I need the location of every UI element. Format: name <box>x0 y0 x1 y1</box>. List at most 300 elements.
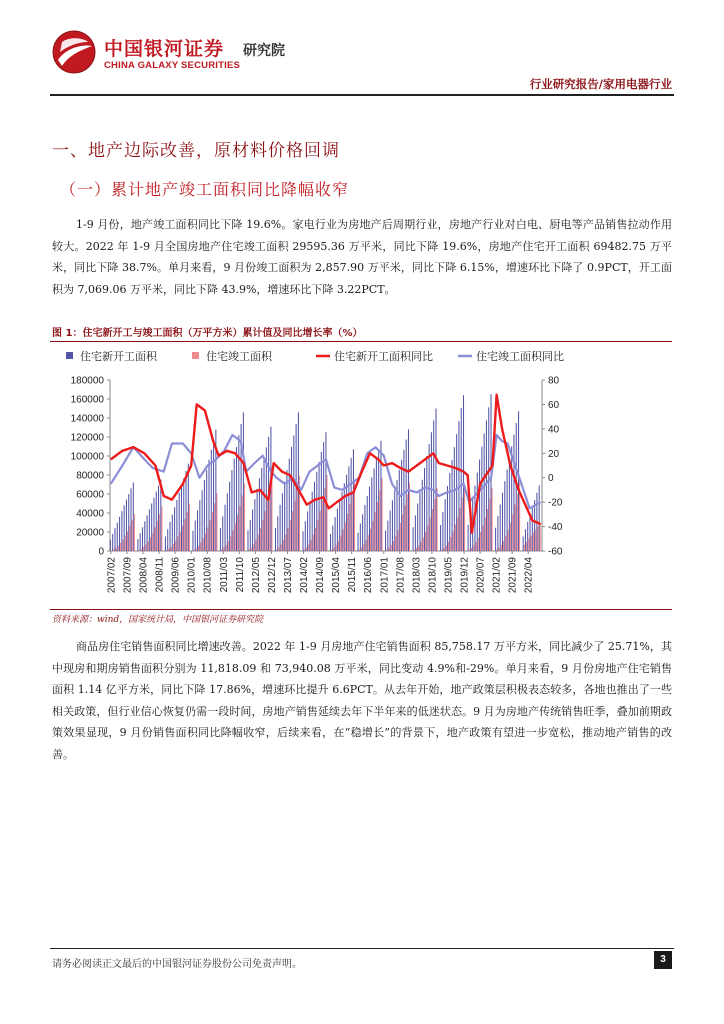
bar-completion <box>196 548 197 551</box>
x-tick-label: 2022/04 <box>523 557 535 594</box>
bar-completion <box>418 545 419 551</box>
bar-completion <box>476 542 477 551</box>
bar-completion <box>340 536 341 551</box>
bar-new-start <box>452 460 453 551</box>
x-tick-label: 2012/05 <box>250 557 262 594</box>
bar-new-start <box>341 492 342 551</box>
bar-completion <box>379 491 380 551</box>
bar-completion <box>489 499 490 551</box>
bar-new-start <box>169 522 170 551</box>
bar-new-start <box>374 468 375 551</box>
bar-new-start <box>344 483 345 551</box>
bar-new-start <box>468 525 469 551</box>
legend-label: 住宅竣工面积同比 <box>476 350 564 363</box>
bar-completion <box>317 520 318 551</box>
bar-new-start <box>495 528 496 551</box>
bar-completion <box>368 535 369 551</box>
bar-new-start <box>220 528 221 551</box>
bar-completion <box>239 506 240 551</box>
page-number: 3 <box>654 951 672 969</box>
bar-completion <box>248 550 249 551</box>
bar-new-start <box>302 531 303 551</box>
bar-new-start <box>360 523 361 551</box>
x-tick-label: 2015/04 <box>331 557 343 594</box>
bar-new-start <box>335 517 336 551</box>
bar-new-start <box>208 460 209 551</box>
bar-completion <box>425 532 426 551</box>
bar-completion <box>517 494 518 551</box>
bar-completion <box>175 541 176 551</box>
bar-completion <box>430 518 431 551</box>
bar-completion <box>473 545 474 551</box>
bar-completion <box>120 543 121 551</box>
x-tick-label: 2011/03 <box>218 557 230 593</box>
bar-completion <box>498 548 499 551</box>
bar-completion <box>187 512 188 551</box>
bar-completion <box>388 548 389 551</box>
x-tick-label: 2014/02 <box>299 557 311 594</box>
bar-completion <box>450 537 451 551</box>
bar-new-start <box>500 504 501 551</box>
bar-new-start <box>353 449 354 551</box>
x-tick-label: 2010/08 <box>202 557 214 594</box>
x-tick-label: 2021/09 <box>507 557 519 594</box>
bar-completion <box>168 549 169 551</box>
bar-completion <box>533 533 534 551</box>
bar-new-start <box>124 505 125 551</box>
bar-new-start <box>385 531 386 551</box>
bar-new-start <box>378 450 379 551</box>
bar-completion <box>478 537 479 551</box>
bar-new-start <box>231 470 232 551</box>
bar-new-start <box>367 496 368 551</box>
y-right-tick-label: 0 <box>548 473 554 485</box>
bar-new-start <box>307 511 308 551</box>
bar-new-start <box>419 492 420 551</box>
bar-new-start <box>507 470 508 551</box>
bar-new-start <box>447 486 448 551</box>
bar-completion <box>134 514 135 551</box>
bar-completion <box>414 550 415 551</box>
bar-new-start <box>339 500 340 551</box>
chart <box>52 344 672 606</box>
bar-completion <box>214 503 215 551</box>
x-tick-label: 2017/01 <box>379 557 391 594</box>
bar-completion <box>171 547 172 551</box>
bar-new-start <box>282 493 283 551</box>
legend-label: 住宅竣工面积 <box>206 350 272 363</box>
bar-completion <box>404 505 405 551</box>
bar-completion <box>251 547 252 551</box>
bar-completion <box>207 527 208 551</box>
bar-completion <box>315 528 316 551</box>
bar-completion <box>132 520 133 551</box>
bar-completion <box>359 550 360 551</box>
x-tick-label: 2017/08 <box>395 557 407 594</box>
x-tick-label: 2016/06 <box>363 557 375 594</box>
bar-new-start <box>413 527 414 551</box>
bar-completion <box>331 550 332 551</box>
bar-new-start <box>394 490 395 551</box>
bar-completion <box>508 530 509 551</box>
bar-new-start <box>392 500 393 551</box>
bar-completion <box>480 532 481 551</box>
bar-completion <box>501 545 502 551</box>
bar-completion <box>505 536 506 551</box>
bar-new-start <box>435 409 436 552</box>
x-tick-label: 2014/09 <box>315 557 327 594</box>
bar-new-start <box>440 525 441 551</box>
bar-completion <box>363 544 364 551</box>
bar-new-start <box>149 509 150 551</box>
bar-completion <box>375 512 376 551</box>
figure-top-rule <box>50 341 672 342</box>
bar-completion <box>292 511 293 551</box>
x-tick-label: 2011/10 <box>234 557 246 593</box>
x-tick-label: 2015/11 <box>347 557 359 593</box>
bar-new-start <box>174 507 175 551</box>
bar-new-start <box>126 500 127 551</box>
bar-new-start <box>280 505 281 551</box>
bar-completion <box>230 536 231 551</box>
bar-completion <box>469 550 470 551</box>
bar-completion <box>407 495 408 551</box>
bar-completion <box>285 535 286 551</box>
y-right-tick-label: 20 <box>548 448 560 460</box>
bar-completion <box>514 505 515 551</box>
bar-completion <box>150 537 151 551</box>
bar-completion <box>352 493 353 551</box>
bar-completion <box>420 542 421 551</box>
bar-new-start <box>236 447 237 551</box>
x-tick-label: 2012/12 <box>266 557 278 594</box>
bar-completion <box>333 548 334 551</box>
y-left-tick-label: 60000 <box>76 489 104 501</box>
bar-completion <box>349 504 350 551</box>
bar-completion <box>482 525 483 551</box>
bar-new-start <box>511 446 512 551</box>
bar-completion <box>200 543 201 551</box>
bar-completion <box>347 514 348 551</box>
bar-new-start <box>275 528 276 551</box>
bar-new-start <box>165 536 166 551</box>
bar-new-start <box>314 482 315 551</box>
bar-completion <box>116 548 117 551</box>
bar-completion <box>253 544 254 551</box>
bar-new-start <box>195 521 196 551</box>
bar-new-start <box>362 514 363 551</box>
bar-completion <box>154 527 155 551</box>
bar-completion <box>244 484 245 551</box>
bar-new-start <box>144 521 145 551</box>
bar-new-start <box>234 459 235 551</box>
bar-completion <box>145 544 146 551</box>
bar-new-start <box>442 512 443 551</box>
bar-completion <box>260 528 261 551</box>
bar-completion <box>365 540 366 551</box>
section-heading: 一、地产边际改善，原材料价格回调 <box>52 141 340 161</box>
bar-new-start <box>291 447 292 551</box>
x-tick-label: 2008/04 <box>138 557 150 594</box>
bar-new-start <box>523 536 524 551</box>
bar-new-start <box>188 464 189 551</box>
bar-new-start <box>117 523 118 552</box>
bar-new-start <box>263 458 264 551</box>
bar-completion <box>210 520 211 551</box>
bar-new-start <box>156 492 157 551</box>
bar-completion <box>267 501 268 551</box>
bar-new-start <box>305 521 306 551</box>
bar-completion <box>310 540 311 551</box>
bar-new-start <box>461 408 462 551</box>
bar-new-start <box>247 530 248 551</box>
legend-swatch <box>66 352 73 359</box>
x-tick-label: 2007/02 <box>106 557 118 594</box>
bar-new-start <box>477 473 478 551</box>
brand-name-en: CHINA GALAXY SECURITIES <box>104 60 241 71</box>
bar-new-start <box>257 489 258 551</box>
bar-new-start <box>415 515 416 551</box>
bar-new-start <box>424 468 425 551</box>
bar-new-start <box>197 510 198 551</box>
bar-new-start <box>176 500 177 551</box>
bar-new-start <box>348 466 349 551</box>
bar-completion <box>308 544 309 551</box>
bar-completion <box>393 541 394 551</box>
bar-new-start <box>399 470 400 551</box>
x-tick-label: 2007/09 <box>122 557 134 594</box>
figure-source: 资料来源：wind，国家统计局，中国银河证券研究院 <box>52 615 264 625</box>
bar-completion <box>345 522 346 551</box>
galaxy-logo-icon <box>52 30 96 74</box>
bar-new-start <box>433 420 434 551</box>
bar-completion <box>237 515 238 551</box>
bar-new-start <box>112 534 113 551</box>
bar-new-start <box>364 505 365 551</box>
y-right-tick-label: 60 <box>548 399 560 411</box>
bar-completion <box>386 550 387 551</box>
bar-completion <box>228 541 229 551</box>
bar-completion <box>283 540 284 551</box>
bar-completion <box>437 488 438 551</box>
bar-completion <box>540 523 541 551</box>
bar-completion <box>457 517 458 551</box>
bar-new-start <box>513 435 514 551</box>
bar-completion <box>152 533 153 551</box>
bar-completion <box>391 545 392 551</box>
x-tick-label: 2021/02 <box>491 557 503 594</box>
bar-completion <box>205 533 206 551</box>
paragraph-2-text: 商品房住宅销售面积同比增速改善。2022 年 1-9 月房地产住宅销售面积 85,758.17 万平方米，同比减少了 25.71%，其中现房和期房销售面积分别为 11,818.09 和 73,940.08 万平米，同比变动 4.9%和-29%。单月来看，9 月份房地产住宅销售面积 1.14 亿平方米，同比下降 17.86%，增速环比提升 6.6PCT。从去年开始，地产政策层积极表态较多，各地也推出了一些相关政策，但行业信心恢复仍需一段时间，房地产销售延续去年下半年来的低迷状态。9 月为房地产传统销售旺季，叠加前期政策效果显现，9 月份销售面积同比降幅收窄，后续来看，在“稳增长”的背景下，地产政策有望进一步宽松，推动地产销售的改善。 <box>52 640 672 761</box>
bar-new-start <box>137 539 138 551</box>
bar-completion <box>180 532 181 551</box>
disclaimer-note: 请务必阅读正文最后的中国银河证券股份公司免责声明。 <box>52 959 302 970</box>
bar-completion <box>453 531 454 551</box>
bar-new-start <box>390 510 391 551</box>
bar-completion <box>262 520 263 551</box>
bar-completion <box>441 550 442 551</box>
bar-new-start <box>376 459 377 551</box>
bar-completion <box>531 536 532 551</box>
bar-new-start <box>243 412 244 551</box>
bar-completion <box>320 511 321 551</box>
bar-completion <box>118 546 119 551</box>
bar-completion <box>212 512 213 551</box>
bar-completion <box>443 548 444 551</box>
y-left-tick-label: 0 <box>98 546 104 558</box>
bar-completion <box>537 527 538 551</box>
bar-new-start <box>114 528 115 551</box>
bar-new-start <box>316 472 317 551</box>
figure-bottom-rule <box>50 609 672 610</box>
bar-completion <box>198 546 199 551</box>
bar-completion <box>398 530 399 551</box>
paragraph-1-text: 1-9 月份，地产竣工面积同比下降 19.6%。家电行业为房地产后周期行业，房地产行业对白电、厨电等产品销售拉动作用较大。2022 年 1-9 月全国房地产住宅竣工面积 29595.36 万平米，同比下降 19.6%，房地产住宅开工面积 69482.75 万平米，同比下降 38.7%。单月来看，9 月份竣工面积为 2,857.90 万平米，同比下降 6.15%，增速环比下降了 0.9PCT，开工面积为 7,069.06 万平米，同比下降 43.9%，增速环比下降 3.22PCT。 <box>52 218 672 296</box>
bar-new-start <box>128 494 129 551</box>
bar-completion <box>177 536 178 551</box>
bar-completion <box>336 545 337 551</box>
y-right-tick-label: -20 <box>548 497 563 509</box>
bar-new-start <box>529 515 530 551</box>
subsection-heading: （一）累计地产竣工面积同比降幅收窄 <box>60 180 350 199</box>
bar-completion <box>125 536 126 551</box>
bar-completion <box>203 538 204 551</box>
brand-name-cn: 中国银河证券 <box>104 38 225 60</box>
bar-completion <box>271 476 272 551</box>
bar-completion <box>111 550 112 551</box>
bar-new-start <box>417 504 418 552</box>
bar-completion <box>432 509 433 551</box>
bar-new-start <box>330 534 331 551</box>
bar-completion <box>297 489 298 551</box>
bar-completion <box>322 500 323 551</box>
bar-completion <box>166 550 167 551</box>
bar-completion <box>485 518 486 551</box>
bar-completion <box>524 545 525 551</box>
y-right-tick-label: 80 <box>548 375 560 387</box>
bar-completion <box>343 530 344 551</box>
bar-completion <box>226 545 227 551</box>
bar-new-start <box>527 522 528 551</box>
bar-new-start <box>429 444 430 551</box>
bar-completion <box>427 525 428 551</box>
bar-new-start <box>261 468 262 551</box>
x-tick-label: 2020/07 <box>475 557 487 594</box>
x-tick-label: 2010/01 <box>186 557 198 594</box>
bar-completion <box>395 536 396 551</box>
bar-completion <box>462 498 463 551</box>
bar-completion <box>159 514 160 551</box>
body-paragraph-1 <box>52 214 672 300</box>
bar-new-start <box>284 482 285 551</box>
bar-completion <box>141 549 142 551</box>
bar-new-start <box>229 482 230 551</box>
bar-completion <box>492 488 493 551</box>
bar-completion <box>290 520 291 551</box>
x-tick-label: 2018/03 <box>411 557 423 594</box>
bar-completion <box>464 486 465 551</box>
bar-completion <box>446 545 447 551</box>
bar-new-start <box>486 420 487 551</box>
institute-label: 研究院 <box>243 43 285 59</box>
bar-new-start <box>192 531 193 551</box>
bar-completion <box>221 550 222 551</box>
bar-completion <box>278 547 279 551</box>
legend-label: 住宅新开工面积 <box>80 350 157 363</box>
x-tick-label: 2008/11 <box>154 557 166 593</box>
bar-new-start <box>456 434 457 551</box>
bar-completion <box>381 478 382 551</box>
bar-completion <box>423 537 424 551</box>
bar-completion <box>182 526 183 551</box>
bar-new-start <box>426 456 427 551</box>
bar-new-start <box>183 478 184 551</box>
body-paragraph-2 <box>52 636 672 765</box>
bar-new-start <box>199 500 200 551</box>
bar-new-start <box>222 516 223 551</box>
bar-completion <box>173 544 174 551</box>
bar-new-start <box>225 505 226 551</box>
bar-new-start <box>167 529 168 551</box>
bar-completion <box>265 511 266 551</box>
y-left-tick-label: 160000 <box>70 394 104 406</box>
bar-completion <box>400 523 401 551</box>
bar-new-start <box>509 458 510 551</box>
y-left-tick-label: 100000 <box>70 451 104 463</box>
bar-completion <box>471 548 472 551</box>
y-left-tick-label: 180000 <box>70 375 104 387</box>
bar-completion <box>193 550 194 551</box>
bar-new-start <box>151 504 152 552</box>
bar-new-start <box>518 411 519 551</box>
bar-new-start <box>206 470 207 551</box>
bar-completion <box>235 523 236 551</box>
bar-completion <box>459 508 460 551</box>
bar-new-start <box>119 517 120 551</box>
bar-completion <box>487 509 488 551</box>
bar-completion <box>496 550 497 551</box>
bar-new-start <box>172 515 173 551</box>
bar-new-start <box>319 462 320 551</box>
bar-completion <box>184 519 185 551</box>
bar-new-start <box>481 447 482 552</box>
bar-new-start <box>532 507 533 551</box>
bar-new-start <box>142 527 143 551</box>
bar-completion <box>361 548 362 551</box>
bar-completion <box>258 535 259 551</box>
bar-new-start <box>227 493 228 551</box>
bar-completion <box>338 541 339 551</box>
bar-new-start <box>147 515 148 551</box>
bar-new-start <box>502 493 503 551</box>
bar-completion <box>535 530 536 551</box>
bar-new-start <box>289 459 290 551</box>
bar-completion <box>287 528 288 551</box>
bar-completion <box>409 483 410 551</box>
bar-completion <box>416 548 417 551</box>
bar-completion <box>255 540 256 551</box>
bar-completion <box>528 539 529 551</box>
bar-completion <box>306 547 307 551</box>
y-left-tick-label: 20000 <box>76 527 104 539</box>
y-left-tick-label: 140000 <box>70 413 104 425</box>
bar-new-start <box>431 432 432 551</box>
bar-new-start <box>213 440 214 551</box>
bar-new-start <box>133 483 134 551</box>
y-right-tick-label: 40 <box>548 424 560 436</box>
bar-new-start <box>403 450 404 551</box>
bar-completion <box>161 506 162 551</box>
